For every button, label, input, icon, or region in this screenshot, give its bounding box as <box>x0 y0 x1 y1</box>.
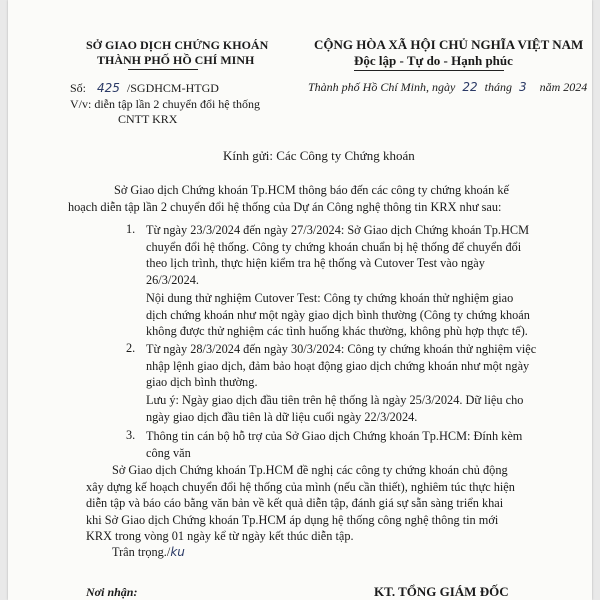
issuer-city: THÀNH PHỐ HỒ CHÍ MINH <box>97 53 255 67</box>
date-month: 3 <box>518 80 527 94</box>
note-line: Lưu ý: Ngày giao dịch đầu tiên trên hệ thống là ngày 25/3/2024. Dữ liệu cho <box>146 393 524 407</box>
closing-line: Sở Giao dịch Chứng khoán Tp.HCM đề nghị các công ty chứng khoán chủ động <box>112 463 508 477</box>
document-page <box>8 0 592 600</box>
closing-line: diễn tập và báo cáo bằng văn bản về kết quả diễn tập, đánh giá sự sẵn sàng triển khai <box>86 496 504 510</box>
note-line: không được thử nghiệm các tình huống khác thường, không phù hợp thực tế). <box>146 324 528 338</box>
item-3-text <box>146 428 566 461</box>
item-line: nhập lệnh giao dịch, đảm bảo hoạt động giao dịch chứng khoán như một ngày <box>146 358 530 373</box>
regards-text: Trân trọng./ <box>112 545 171 559</box>
date-month-word: tháng <box>484 80 512 94</box>
doc-number <box>70 81 219 96</box>
item-2-text <box>146 341 566 391</box>
item-line: 26/3/2024. <box>146 272 199 287</box>
country-name: CỘNG HÒA XÃ HỘI CHỦ NGHĨA VIỆT NAM <box>314 37 584 52</box>
national-motto: Độc lập - Tự do - Hạnh phúc <box>354 53 513 68</box>
closing-line: khi Sở Giao dịch Chứng khoán Tp.HCM áp dụng hệ thống công nghệ thông tin mới <box>86 512 499 527</box>
doc-number-prefix: Số: <box>70 81 87 95</box>
subject-line-2: CNTT KRX <box>118 112 178 126</box>
item-line: theo lịch trình, thực hiện kiểm tra hệ thống và Cutover Test vào ngày <box>146 256 485 270</box>
date-year: năm 2024 <box>539 80 588 94</box>
note-line: ngày giao dịch đầu tiên là dữ liệu cuối ngày 22/3/2024. <box>146 409 418 424</box>
recipients-label: Nơi nhận: <box>86 585 138 599</box>
addressee: Kính gửi: Các Công ty Chứng khoán <box>223 148 415 163</box>
item-line: giao dịch bình thường. <box>146 375 258 389</box>
intro-paragraph <box>68 182 560 215</box>
item-number: 2. <box>126 341 136 355</box>
closing-line: KRX trong vòng 01 ngày kể từ ngày kết thúc diễn tập. <box>86 529 354 543</box>
issuer-underline <box>128 69 198 70</box>
issue-date <box>308 80 587 95</box>
item-line: Từ ngày 28/3/2024 đến ngày 30/3/2024: Công ty chứng khoán thử nghiệm việc <box>146 342 537 356</box>
issuer-name: SỞ GIAO DỊCH CHỨNG KHOÁN <box>86 38 269 52</box>
closing-line: xây dựng kế hoạch chuyển đổi hệ thống của mình (nếu cần thiết), nghiêm túc thực hiện <box>86 479 515 494</box>
item-line: công văn <box>146 445 191 460</box>
intro-line: Sở Giao dịch Chứng khoán Tp.HCM thông báo đến các công ty chứng khoán kế <box>114 183 509 197</box>
item-number: 3. <box>126 428 136 442</box>
signer-title: KT. TỔNG GIÁM ĐỐC <box>374 584 509 599</box>
doc-number-value: 425 <box>97 81 120 95</box>
date-prefix: Thành phố Hồ Chí Minh, ngày <box>308 80 456 94</box>
regards-handwritten-mark: ku <box>170 545 185 559</box>
closing-paragraph <box>86 462 566 545</box>
note-line: dịch chứng khoán như một ngày giao dịch bình thường (Công ty chứng khoán <box>146 307 530 322</box>
date-day: 22 <box>462 80 478 94</box>
note-line: Nội dung thử nghiệm Cutover Test: Công ty chứng khoán thử nghiệm giao <box>146 291 514 305</box>
intro-line: hoạch diễn tập lần 2 chuyển đổi hệ thống của Dự án Công nghệ thông tin KRX như sau: <box>68 199 502 214</box>
doc-number-suffix: /SGDHCM-HTGD <box>126 81 219 95</box>
item-line: chuyển đổi hệ thống. Công ty chứng khoán chuẩn bị hệ thống để chuyển đổi <box>146 239 522 254</box>
item-line: Thông tin cán bộ hỗ trợ của Sở Giao dịch Chứng khoán Tp.HCM: Đính kèm <box>146 429 523 443</box>
item-2-note <box>146 392 566 425</box>
item-1-note <box>146 290 566 340</box>
item-line: Từ ngày 23/3/2024 đến ngày 27/3/2024: Sở Giao dịch Chứng khoán Tp.HCM <box>146 223 530 237</box>
item-number: 1. <box>126 222 136 236</box>
regards <box>112 545 185 560</box>
subject-line-1: V/v: diễn tập lần 2 chuyển đổi hệ thống <box>70 97 260 111</box>
motto-underline <box>354 70 504 71</box>
item-1-text <box>146 222 566 288</box>
